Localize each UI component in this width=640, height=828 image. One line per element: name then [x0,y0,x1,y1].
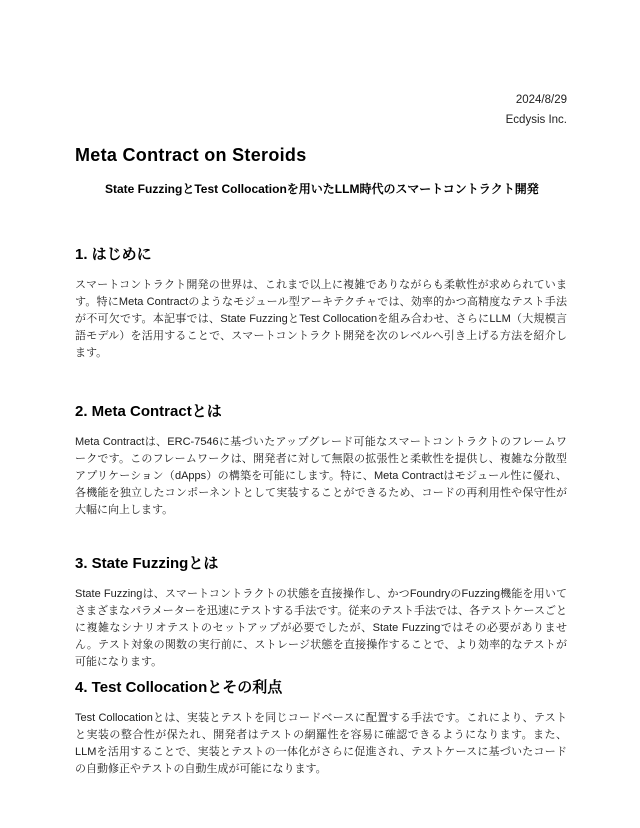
section-2-paragraph: Meta Contractは、ERC-7546に基づいたアップグレード可能なスマートコントラクトのフレームワークです。このフレームワークは、開発者に対して無限の拡張性と柔軟性を提供し、複雑な分散型アプリケーション（dApps）の構築を可能にします。特に、Meta Contractはモジュール性に優れ、各機能を独立したコンポーネントとして実装することができるため、コードの再利用性や保守性が大幅に向上します。 [75,436,567,516]
doc-title: Meta Contract on Steroids [75,145,307,165]
section-introduction [75,246,567,362]
section-test-collocation [75,679,567,778]
doc-company: Ecdysis Inc. [505,114,567,126]
section-1-paragraph: スマートコントラクト開発の世界は、これまで以上に複雑でありながらも柔軟性が求められています。特にMeta Contractのようなモジュール型アーキテクチャでは、効率的かつ高精度なテスト手法が不可欠です。本記事では、State FuzzingとTest Collocationを組み合わせ、さらにLLM（大規模言語モデル）を活用することで、スマートコントラクト開発を次のレベルへ引き上げる方法を紹介します。 [75,279,567,359]
doc-subtitle: State FuzzingとTest Collocationを用いたLLM時代のスマートコントラクト開発 [105,182,539,196]
section-4-paragraph: Test Collocationとは、実装とテストを同じコードベースに配置する手法です。これにより、テストと実装の整合性が保たれ、開発者はテストの網羅性を容易に確認できるようになります。また、LLMを活用することで、実装とテストの一体化がさらに促進され、テストケースに基づいたコードの自動修正やテストの自動生成が可能になります。 [75,712,567,775]
section-state-fuzzing [75,555,567,671]
section-2-heading: 2. Meta Contractとは [75,403,222,420]
document-meta [75,90,567,130]
section-meta-contract [75,403,567,519]
section-3-paragraph: State Fuzzingは、スマートコントラクトの状態を直接操作し、かつFoundryのFuzzing機能を用いてさまざまなパラメーターを迅速にテストする手法です。従来のテスト手法では、各テストケースごとに複雑なシナリオテストのセットアップが必要でしたが、State Fuzzingではその必要がありません。テスト対象の関数の実行前に、ストレージ状態を直接操作することで、より効率的なテストが可能になります。 [75,588,567,668]
section-1-heading: 1. はじめに [75,246,152,263]
section-3-heading: 3. State Fuzzingとは [75,555,219,572]
doc-date: 2024/8/29 [515,94,567,106]
section-4-heading: 4. Test Collocationとその利点 [75,679,283,696]
